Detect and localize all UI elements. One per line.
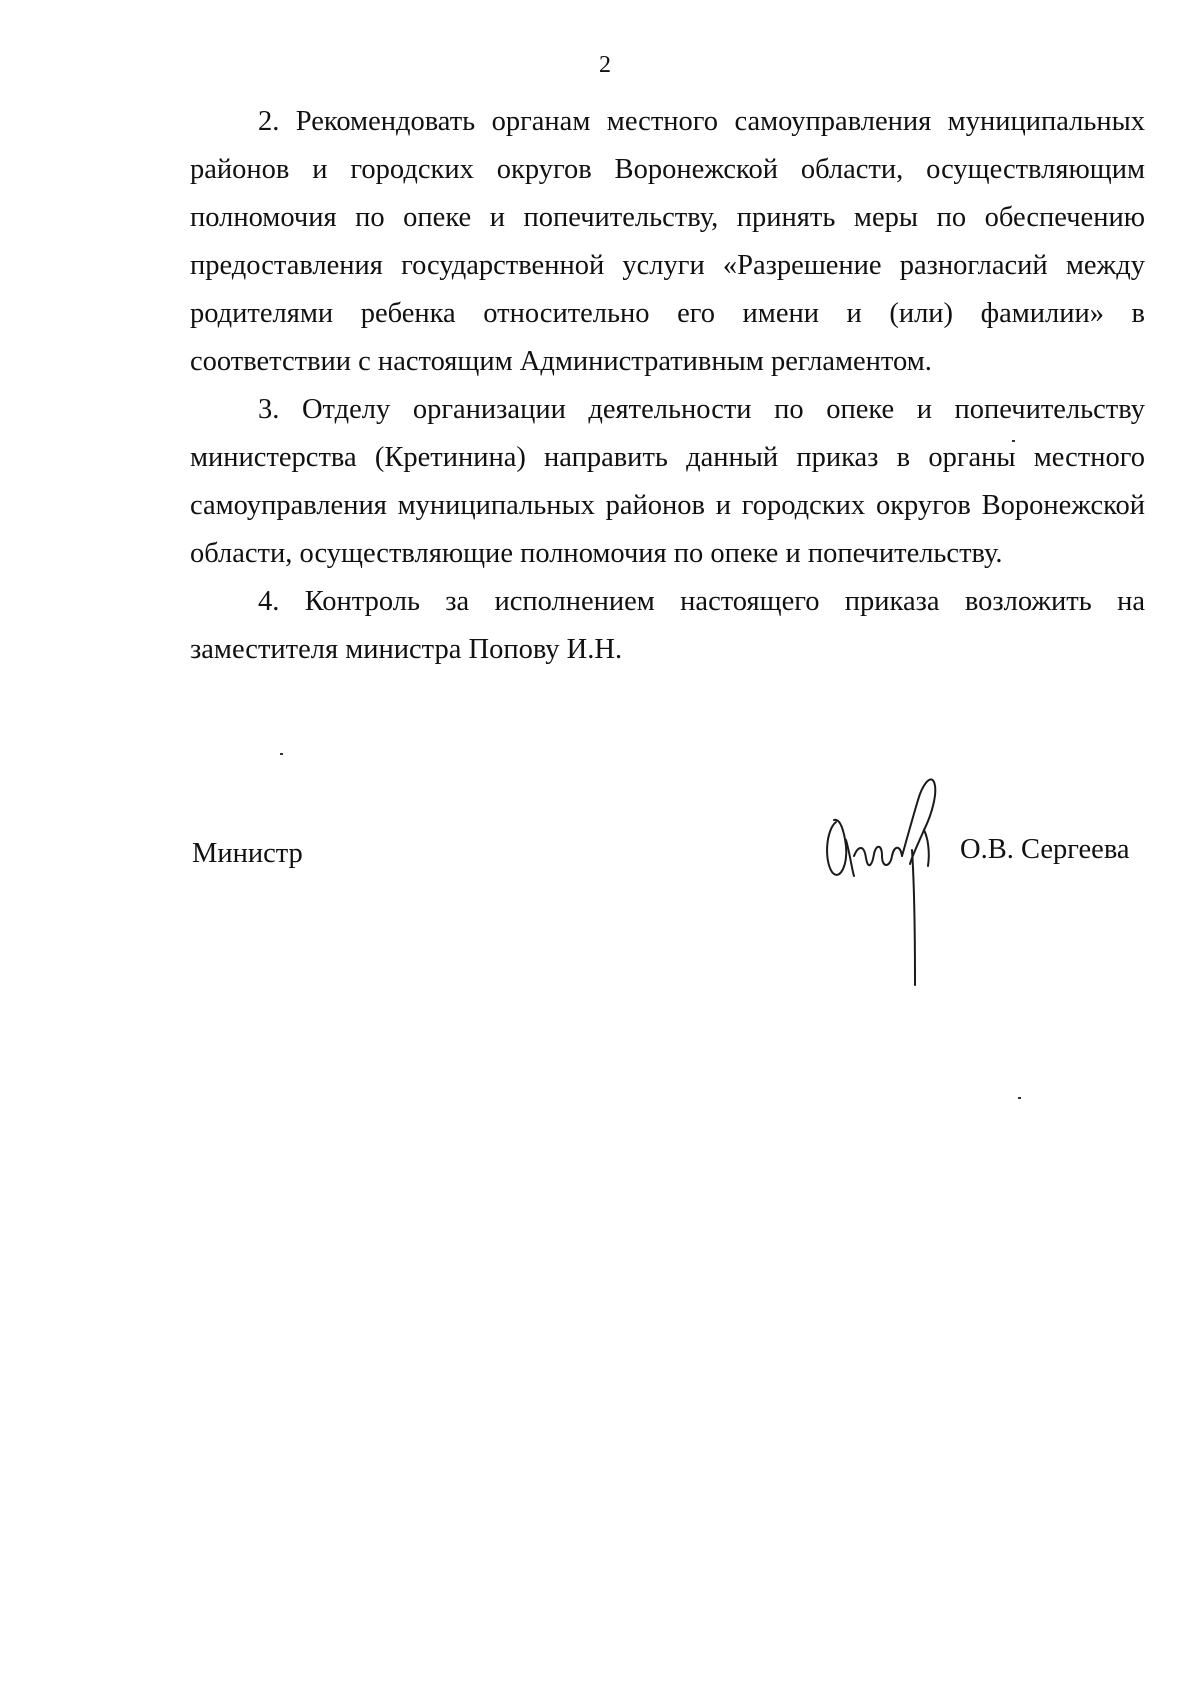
page-number: 2 bbox=[599, 52, 611, 78]
handwritten-signature bbox=[820, 760, 950, 990]
scan-speck bbox=[1012, 440, 1015, 442]
scan-speck bbox=[280, 753, 283, 755]
paragraph-4: 4. Контроль за исполнением настоящего приказа возложить на заместителя министра Попову И.Н. bbox=[190, 586, 1145, 665]
paragraph-2: 2. Рекомендовать органам местного самоуправления муниципальных районов и городских округов Воронежской области, осуществляющим полномочия по опеке и попечительству, принять меры по обеспечению предоставления государственной услуги «Разрешение разногласий между родителями ребенка относительно его имени и (или) фамилии» в соответствии с настоящим Административным регламентом. bbox=[190, 106, 1145, 377]
scan-speck bbox=[1018, 1097, 1021, 1099]
signer-name: О.В. Сергеева bbox=[960, 834, 1130, 865]
position-title: Министр bbox=[192, 838, 303, 869]
paragraph-3: 3. Отделу организации деятельности по опеке и попечительству министерства (Кретинина) направить данный приказ в органы местного самоуправления муниципальных районов и городских округов Воронежской области, осуществляющие полномочия по опеке и попечительству. bbox=[190, 394, 1145, 569]
